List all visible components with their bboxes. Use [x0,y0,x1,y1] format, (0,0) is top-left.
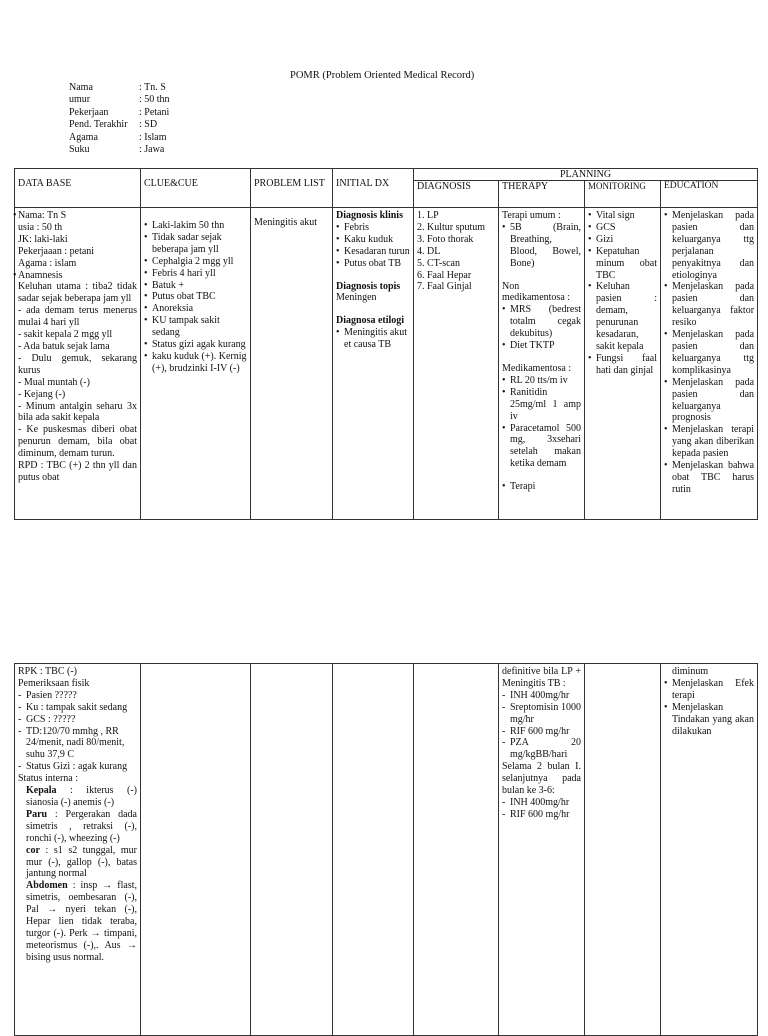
education-item: • Menjelaskan bahwa obat TBC harus rutin [664,460,754,496]
monitoring-item: • Fungsi faal hati dan ginjal [588,353,657,377]
therapy-med-item: • RL 20 tts/m iv [502,375,581,387]
diagnosis-item: 2. Kultur sputum [417,221,486,233]
patient-row [69,107,170,119]
dx-klinis-item: • Kaku kuduk [336,234,410,246]
data-base-line: Agama : islam [18,257,77,269]
patient-value: : Petani [139,106,170,118]
problem-text: Meningitis akut [254,217,318,228]
data-base-cell-2 [15,664,141,1036]
therapy-drug-item: - INH 400mg/hr [502,797,581,809]
header-initial-dx: INITIAL DX [333,169,414,208]
therapy-non-title: Non medikamentosa : [502,280,571,304]
header-therapy: THERAPY [499,181,585,208]
data-base-line: JK: laki-laki [18,233,68,245]
patient-row [69,119,170,131]
header-planning: PLANNING [414,169,758,181]
therapy-drug-item: - RIF 600 mg/hr [502,726,581,738]
patient-label: Pend. Terakhir [69,119,128,131]
therapy-med-item: • Paracetamol 500 mg, 3xsehari setelah makan ketika demam [502,423,581,471]
dx-klinis-item: • Putus obat TB [336,258,410,270]
diagnosis-cell-2 [414,664,499,1036]
abdomen-exam [18,880,137,963]
monitoring-item: • Vital sign [588,210,657,222]
problem-list-cell-2 [251,664,333,1036]
clue-item: • KU tampak sakit sedang [144,315,247,339]
education-item: • Menjelaskan Efek terapi [664,678,754,702]
education-cell-2 [661,664,758,1036]
therapy-drug-item: - INH 400mg/hr [502,690,581,702]
pf-list [18,690,137,773]
monitoring-cell [585,208,661,520]
monitoring-item: • Gizi [588,234,657,246]
therapy-mid: Selama 2 bulan I. selanjutnya pada bulan ke 3-6: [502,761,581,797]
header-diagnosis: DIAGNOSIS [414,181,499,208]
diagnosis-cell [414,208,499,520]
patient-row [69,144,170,156]
data-base-line: • Anamnesis [13,269,63,281]
problem-list-cell [251,208,333,520]
initial-dx-cell [333,208,414,520]
header-monitoring: MONITORING [585,181,661,208]
document-title: POMR (Problem Oriented Medical Record) [290,70,475,81]
patient-value: : Islam [139,131,167,143]
header-education: EDUCATION [661,181,758,208]
diagnosis-item: 3. Foto thorak [417,233,474,245]
status-interna-title: Status interna : [18,773,78,785]
kepala-exam [18,785,137,809]
patient-label: Pekerjaan [69,106,109,118]
header-data-base: DATA BASE [15,169,141,208]
monitoring-item: • Keluhan pasien : demam, penurunan kesadaran, sakit kepala [588,281,657,352]
pf-item: - Ku : tampak sakit sedang [18,702,137,714]
education-cell [661,208,758,520]
education-item: • Menjelaskan terapi yang akan diberikan kepada pasien [664,424,754,460]
clue-item: • Cephalgia 2 mgg yll [144,256,247,268]
dx-klinis-item: • Kesadaran turun [336,246,410,258]
dx-topis: Meningen [336,292,377,304]
therapy-drug-item: - Sreptomisin 1000 mg/hr [502,702,581,726]
data-base-line: Keluhan utama : tiba2 tidak sadar sejak beberapa jam yll [18,281,137,305]
paru-label: Paru [26,808,48,820]
therapy-last: • Terapi [502,481,581,493]
cor-text: : s1 s2 tunggal, mur mur (-), gallop (-), batas jantung normal [26,844,137,880]
clue-cue-cell [141,208,251,520]
kepala-label: Kepala [26,785,57,797]
clue-item: • Febris 4 hari yll [144,268,247,280]
patient-label: Nama [69,82,93,93]
pf-item: - TD:120/70 mmhg , RR 24/menit, nadi 80/menit, suhu 37,9 C [18,726,137,762]
monitoring-item: • Kepatuhan minum obat TBC [588,246,657,282]
data-base-cell [15,208,141,520]
monitoring-cell-2 [585,664,661,1036]
clue-item: • Status gizi agak kurang [144,339,247,351]
education-item: • Menjelaskan pada pasien dan keluarganya ttg perjalanan penyakitnya dan etiologinya [664,210,754,281]
therapy-med-title: Medikamentosa : [502,362,572,374]
diagnosis-item: 4. DL [417,245,441,257]
paru-exam [18,809,137,845]
patient-value: : 50 thn [139,94,170,106]
patient-value: : SD [139,119,158,131]
initial-dx-cell-2 [333,664,414,1036]
diagnosis-item: 1. LP [417,210,439,221]
clue-item: • Batuk + [144,280,247,292]
data-base-line: - Minum antalgin seharu 3x bila ada sakit kepala [18,400,137,424]
education-cont: diminum [672,666,709,677]
bullet-mark: • [13,269,17,281]
abdomen-label: Abdomen [26,880,68,892]
clue-item: • Putus obat TBC [144,291,247,303]
header-clue-cue: CLUE&CUE [141,169,251,208]
patient-row [69,82,170,94]
patient-label: Suku [69,144,90,156]
pf-item: - GCS : ????? [18,714,137,726]
monitoring-item: • GCS [588,222,657,234]
patient-value: : Jawa [139,144,165,156]
pf-item: - Pasien ????? [18,690,137,702]
patient-row [69,132,170,144]
data-base-line: usia : 50 th [18,221,63,233]
data-base-line: - sakit kepala 2 mgg yll [18,329,113,341]
data-base-line: - Ada batuk sejak lama [18,340,110,352]
patient-value: : Tn. S [139,82,166,93]
education-item: • Menjelaskan pada pasien dan keluarganya ttg komplikasinya [664,329,754,377]
patient-info [69,82,170,156]
diagnosis-item: 6. Faal Hepar [417,269,472,281]
pf-item: - Status Gizi : agak kurang [18,761,137,773]
dx-etilogi-item: • Meningitis akut et causa TB [336,327,410,351]
therapy-non-item: • MRS (bedrest totalm cegak dekubitus) [502,304,581,340]
dx-topis-title: Diagnosis topis [336,280,401,292]
pf-title: Pemeriksaan fisik [18,677,90,689]
diagnosis-item: 7. Faal Ginjal [417,281,472,293]
rpk-line: RPK : TBC (-) [18,666,77,677]
abdomen-text: : insp → flast, simetris, oembesaran (-), Pal → nyeri tekan (-), Hepar lien tidak teraba, turgor (-). Perk → timpani, meteorismus (-),. Aus → bising usus normal. [26,880,138,963]
diagnosis-item: 5. CT-scan [417,257,460,269]
patient-label: Agama [69,131,98,143]
pomr-table-page-1 [14,168,758,520]
clue-item: • Tidak sadar sejak beberapa jam yll [144,232,247,256]
patient-row [69,94,170,106]
dx-etilogi-title: Diagnosa etilogi [336,315,405,327]
clue-item: • Laki-lakim 50 thn [144,220,247,232]
therapy-cell [499,208,585,520]
data-base-line: Pekerjaaan : petani [18,245,95,257]
therapy-drug-item: - RIF 600 mg/hr [502,809,581,821]
therapy-umum-title: Terapi umum : [502,210,561,221]
education-item: • Menjelaskan pada pasien dan keluarganya faktor resiko [664,281,754,329]
therapy-drug-item: - PZA 20 mg/kgBB/hari [502,737,581,761]
cor-exam [18,845,137,881]
therapy-med-item: • Ranitidin 25mg/ml 1 amp iv [502,387,581,423]
data-base-line: - Dulu gemuk, sekarang kurus [18,352,137,376]
paru-text: : Pergerakan dada simetris , retraksi (-), ronchi (-), wheezing (-) [26,808,137,844]
clue-item: • Anoreksia [144,303,247,315]
cor-label: cor [26,844,40,856]
therapy-non-item: • Diet TKTP [502,340,581,352]
header-problem-list: PROBLEM LIST [251,169,333,208]
clue-item: • kaku kuduk (+). Kernig (+), brudzinki I-IV (-) [144,351,247,375]
data-base-line: - Kejang (-) [18,388,66,400]
therapy-cont: definitive bila LP + Meningitis TB : [502,666,581,689]
data-base-line: - ada demam terus menerus mulai 4 hari yll [18,305,137,329]
therapy-umum-item: • 5B (Brain, Breathing, Blood, Bowel, Bone) [502,222,581,270]
education-item: • Menjelaskan Tindakan yang akan dilakukan [664,702,754,738]
data-base-line: • Nama: Tn S [13,210,67,221]
kepala-text: : ikterus (-) sianosia (-) anemis (-) [26,785,137,808]
data-base-line: RPD : TBC (+) 2 thn yll dan putus obat [18,460,137,483]
bullet-mark: • [13,210,17,221]
dx-klinis-item: • Febris [336,222,410,234]
pomr-table-page-2 [14,663,758,1036]
patient-label: umur [69,94,91,106]
clue-cue-cell-2 [141,664,251,1036]
therapy-cell-2 [499,664,585,1036]
data-base-line: - Ke puskesmas diberi obat penurun demam, bila obat diminum, demam turun. [18,424,137,460]
dx-klinis-title: Diagnosis klinis [336,210,403,221]
education-item: • Menjelaskan pada pasien dan keluarganya prognosis [664,377,754,425]
data-base-line: - Mual muntah (-) [18,376,90,388]
